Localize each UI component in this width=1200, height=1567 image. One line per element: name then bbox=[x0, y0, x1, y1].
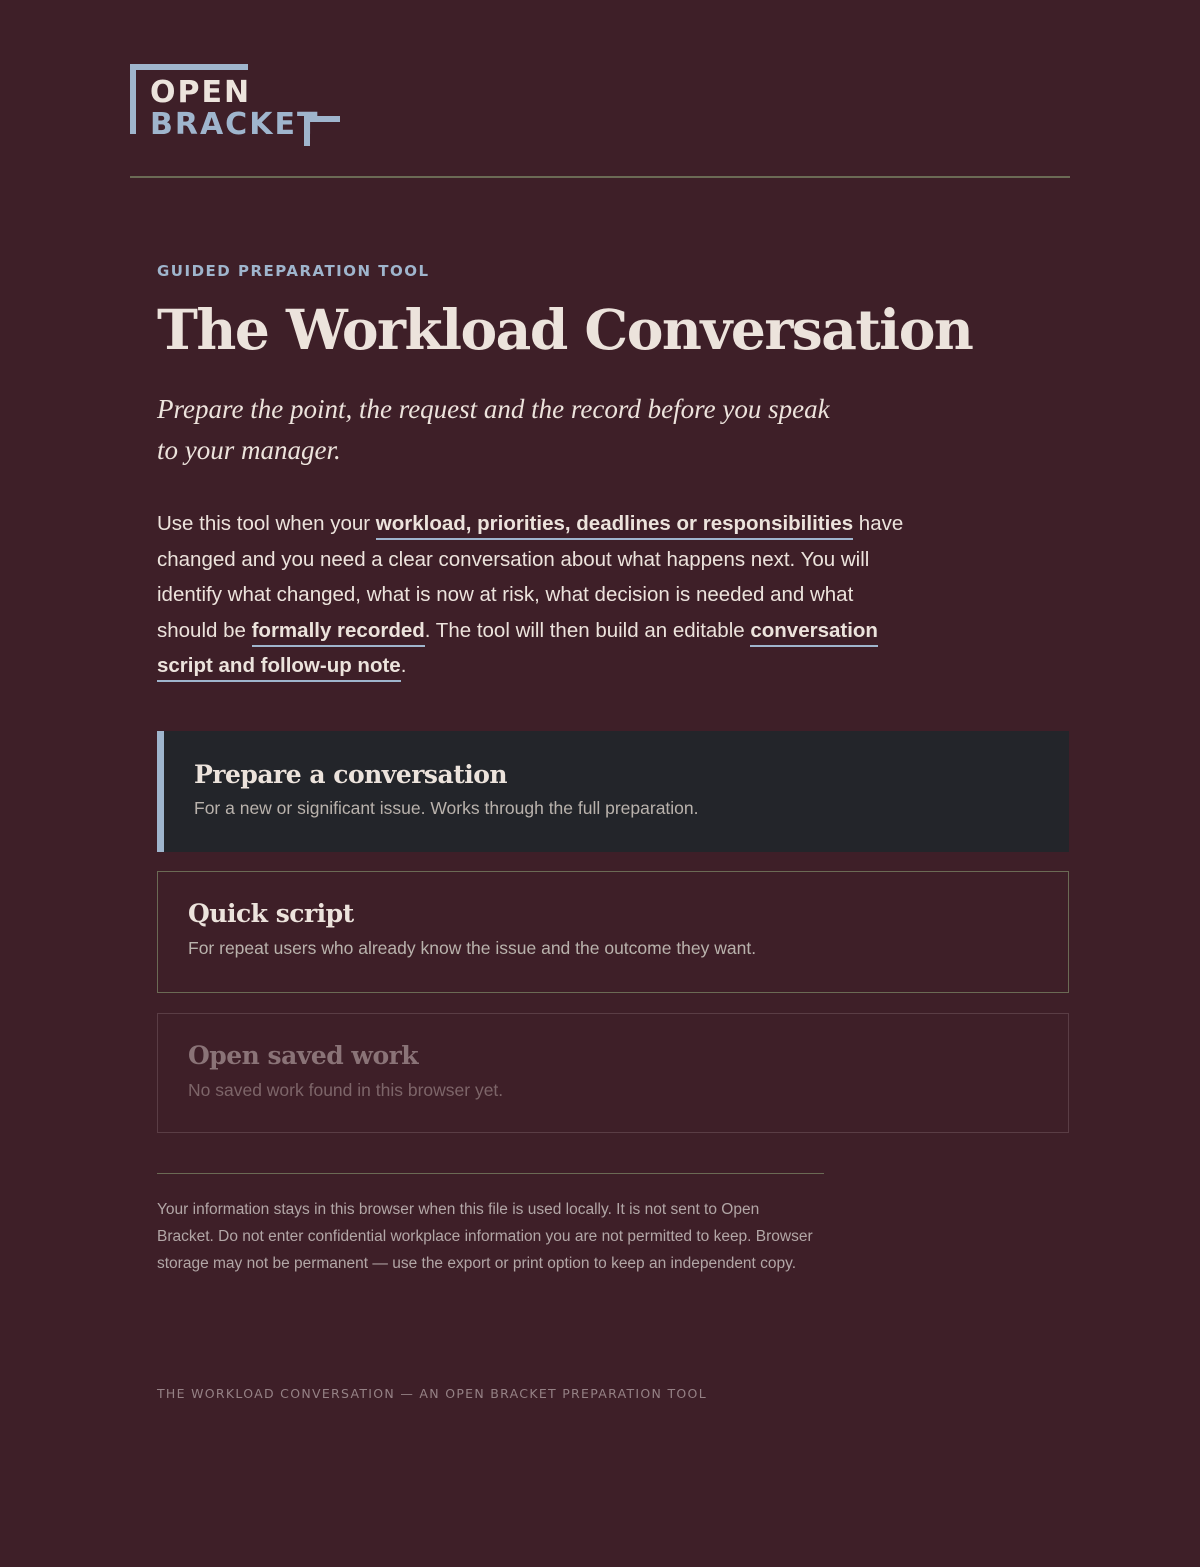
eyebrow-label: GUIDED PREPARATION TOOL bbox=[157, 262, 430, 280]
logo-word-open: OPEN bbox=[150, 75, 252, 110]
intro-highlight-recorded: formally recorded bbox=[252, 619, 425, 647]
privacy-note: Your information stays in this browser when this file is used locally. It is not sent to Open Bracket. Do not enter confidential workplace information you are not permitted to keep. Browser storage may not be permanent — use the export or print option to keep an independent copy. bbox=[157, 1201, 813, 1272]
intro-text-4: . bbox=[400, 654, 407, 677]
open-saved-work-title: Open saved work bbox=[188, 1041, 419, 1070]
intro-text-1: Use this tool when your bbox=[157, 512, 376, 535]
quick-script-button[interactable] bbox=[157, 871, 1069, 993]
intro-paragraph bbox=[157, 506, 917, 684]
header-divider bbox=[130, 176, 1070, 178]
brand-logo bbox=[130, 64, 342, 148]
logo-word-bracket: BRACKET bbox=[150, 107, 320, 142]
open-saved-work-description: No saved work found in this browser yet. bbox=[188, 1080, 504, 1100]
privacy-divider bbox=[157, 1173, 824, 1174]
page-title: The Workload Conversation bbox=[157, 297, 973, 362]
intro-text-2: have changed and you need a clear conversation about what happens next. You will identify what changed, what is now at risk, what decision is needed and what should be bbox=[157, 512, 904, 642]
prepare-conversation-button[interactable] bbox=[157, 731, 1069, 852]
intro-highlight-script: conversation script and follow-up note bbox=[157, 619, 878, 683]
prepare-conversation-description: For a new or significant issue. Works through the full preparation. bbox=[194, 798, 699, 818]
prepare-conversation-title: Prepare a conversation bbox=[194, 760, 508, 789]
quick-script-title: Quick script bbox=[188, 899, 354, 928]
intro-highlight-workload: workload, priorities, deadlines or responsibilities bbox=[376, 512, 853, 540]
intro-text-3: . The tool will then build an editable bbox=[424, 618, 751, 642]
open-saved-work-button bbox=[157, 1013, 1069, 1133]
page-subtitle: Prepare the point, the request and the record before you speak to your manager. bbox=[157, 394, 830, 465]
quick-script-description: For repeat users who already know the issue and the outcome they want. bbox=[188, 938, 757, 958]
page-footer: THE WORKLOAD CONVERSATION — AN OPEN BRACKET PREPARATION TOOL bbox=[157, 1386, 707, 1401]
